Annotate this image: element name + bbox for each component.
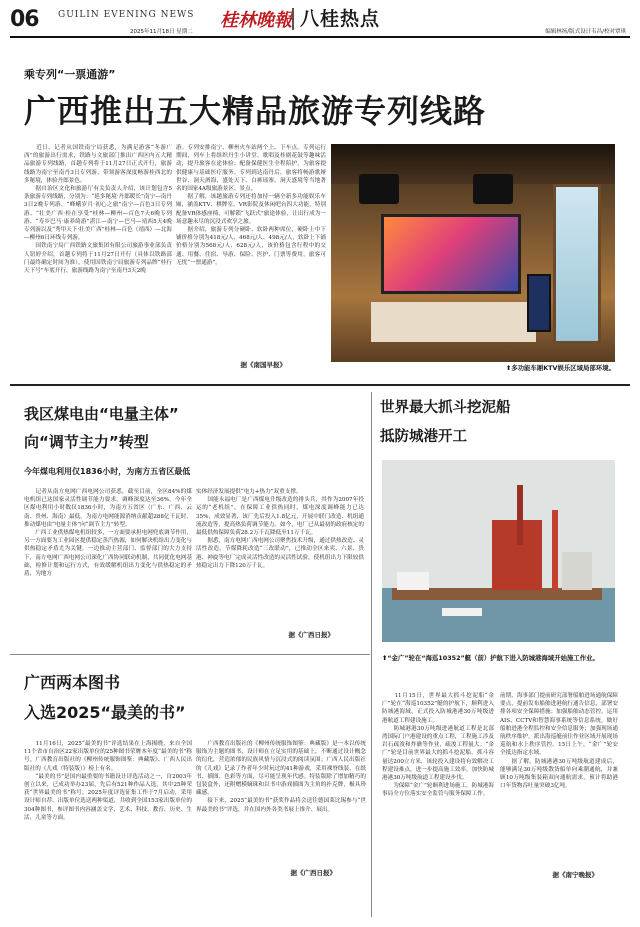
- books-headline-line2: 入选2025“最美的书”: [24, 703, 186, 722]
- ktv-caption: ⬆多功能车厢KTV娱乐区域局部环境。: [505, 364, 615, 372]
- dredger-headline-line1: 世界最大抓斗挖泥船: [380, 400, 511, 416]
- section-separator: [292, 8, 294, 30]
- tourism-col1: 近日，记者从国铁南宁局获悉，为满足游客“冬游广西”的旅游出行需求，铁路与文旅部门推出广西区内五大精品旅游专列线路，首趟专列将于11月27日正式开行，旅游线路为南宁至南丹3日专列游，带领游客深度畅游桂西北的多秘境，体验丹郎景色。 据自治区文化和旅游厅有关负责人介绍，该计划包含5条旅游专列线路，分别为：“延多秘境·丹郎暖长”南宁—南丹3日2晚专列游、“峰峨岁月·初心之旅”南宁—百色3日专列游、“壮美广西·桂在享受”桂林—柳州—百色7天6晚专列游、“寿乡巴马·康养绮游”湛江—南宁—巴马—靖西5天4晚专列游以及“秀甲天下·壮美广西”桂林—百色（靖西）—北海—柳州6日环线专列游。 国铁南宁局广西铁路文旅集团有限公司旅游事业部负责人钮婷介绍，首趟专列将于11月27日开行（具体以铁路部门最终确定时间为准），使用国铁南宁局旅游专列品牌“桂行天下号”车底开行，旅游线路为南宁至南丹3天2晚: [24, 145, 172, 275]
- ktv-speaker-right: [473, 174, 513, 204]
- section-title: 八桂热点: [300, 8, 381, 30]
- dredger-col1: 11月15日，世界最大抓斗挖泥船“金广”轮在“海巡10352”艇的护航下，顺利进入防城港海域，正式投入防城港港30万吨级进港航道工程建设施工。 防城港港30万吨级进港航道工程是北部湾国际门户港建设的重点工程，工程施工涉及岩石疏浚和炸礁等作业，疏浚工程量大。“金广”轮是目前世界最大的抓斗挖泥船，抓斗容量达200立方米，该轮投入建设将有效解决工程建设难点，进一步提高施工效率，加快防城港港30万吨级航道工程建设步伐。 为保障“金广”轮顺利进场施工，防城港海事局全方位落实安全监管与服务保障工作。: [382, 693, 494, 798]
- coal-source: 据《广西日报》: [288, 631, 334, 639]
- divider-vertical: [371, 392, 372, 917]
- tourism-col2: 游。专列安排南宁、柳州火车站两个上、下车点。专列运行期间，列车上将组织丹生小讲堂、歌唱及桂剧花鼓等趣味活动，提升旅客在途体验；配备保健医生全程陪护，为旅客提供健康与基础医疗服务。专列到达南丹后，旅客将畅游歌娅世谷、洞天酒海、盛处天下，白裤瑶寨、洞天盛境等当地著名的国家4A级旅游景区、景点。 据了解，该趟旅游专列还将加持一辆全新多功能娱乐车厢，涵盖KTV、棋牌室、VR影院及休闲吧台四大功能，特别配备VR体感座椅，可解锁“飞跃式”旅途体验，让出行成为一场意趣未尽的沉浸式欢享之旅。 据介绍，旅游专列分硬卧、软卧两种席位，硬卧上中下铺价格分别为418元/人、468元/人、498元/人，软卧上下铺价格分别为568元/人、628元/人，该价格包含行程中的交通、用餐、住宿、导游、保险、医护、门票等费用，旅客可无忧“一票通游”。: [176, 145, 326, 266]
- paper-name: GUILIN EVENING NEWS: [58, 10, 195, 20]
- dredger-caption: ⬆“金广”轮在“海巡10352”艇（前）护航下进入防城港海域开始施工作业。: [382, 654, 599, 662]
- dredger-photo: [382, 460, 615, 642]
- issue-date: 2025年11月18日 星期二: [130, 29, 193, 35]
- books-col2: 广西教育出版社的《柳州传统服饰图鉴：典藏版》是一本以传统服饰为主题的图书，设计师在立足实用的基础上，不断通过设计概念的衍化，营造浓郁的民族风情与沉浸式的阅读氛围；广西人民出版社的《儿戏》记录了作者年少时玩过的41种游戏，采用裸脊线装、在纸书、插图、色彩等方面，尽可能呈现年代感。特装版除了增加精巧的包装盒外，还附赠模嫡珠和以书中游戏插图为主角的扑克牌，极具珍藏感。 接下来，2025“最美的书”获奖作品将会送往德国莱比锡参与“世界最美的书”评选，并在国内外各类书展上推介、展出。: [196, 741, 366, 813]
- tourism-source: 据《南国早报》: [240, 361, 286, 369]
- ktv-speaker-left: [359, 174, 399, 204]
- books-source: 据《广西日报》: [290, 869, 336, 877]
- coal-col1: 记者从南方电网广西电网公司获悉，截至目前，全区84%的煤电机组已达国家灵活性调节能力要求，调峰深度达至36%。今年全区煤电利用小时数仅1836小时，为南方五省区（广东、广西、云南、贵州、海南）最低，为南方电网能源消纳贡献超288亿千瓦时，推动煤电由“电量主体”向“调节主力”转型。 广西工业供热煤电机组较多，一方面要承担电网兜底调节作用，另一方面要为工业园区提供稳定蒸汽热源，如何解决机组出力变化与供热稳定矛盾尤为关键。一边推动主营部门、监督部门的大力支持下，南方电网广西电网公司深化广西协同联动机制，共同优化电网基础，检修计划和运行方式，有效缓解机组出力变化与供热稳定的矛盾，为地方: [24, 489, 192, 578]
- dredger-bow-block: [562, 552, 592, 590]
- tourism-kicker: 乘专列“一票通游”: [24, 68, 116, 81]
- coal-subtitle: 今年煤电利用仅1836小时，为南方五省区最低: [24, 467, 191, 476]
- page-number: 06: [10, 7, 39, 32]
- divider-mid: [10, 384, 630, 386]
- ktv-side-screen: [527, 274, 551, 332]
- editor-credits: 编辑林扬/版式设计韦昌/校对覃琪: [545, 29, 626, 35]
- dredger-tower-left: [517, 485, 523, 545]
- books-col1: 11月16日，2025“最美的书”评选结果在上海揭晓，来自全国11个省市自治区22家出版单位的25种图书荣膺本年度“最美的书”称号。广西教育出版社的《柳州传统服饰图鉴：典藏版》、广西人民出版社的《儿戏（特装版）》榜上有名。 “最美的书”是国内最重要的书籍设计评选活动之一，自2003年创立以来，已成功举办23届，先后有521种作品入选，其中25种荣获“世界最美的书”称号。2025年度评选征集工作于7月启动，采用设计师自荐、出版单位选送两种渠道，共收到全国153家出版单位的304种图书，参评图书内容涵盖文学、艺术、科技、教育、历史、生活、儿童等方面。: [24, 741, 192, 821]
- ktv-car-photo: [331, 144, 615, 362]
- ktv-cabinet: [371, 302, 536, 342]
- masthead-rule: [10, 36, 630, 38]
- ktv-screen: [381, 214, 521, 294]
- dredger-tower-right: [552, 510, 558, 590]
- dredger-headline-line2: 抵防城港开工: [380, 429, 467, 445]
- books-headline-line1: 广西两本图书: [24, 673, 121, 692]
- dredger-col2: 前期，海事部门提前研究部署船舶进场通航保障要点，提前发布船舶进港航行通告信息，部署安排各项安全保障措施；加强船舶动态管控，运用AIS、CCTV和智慧海事系统等信息系统，做好船舶进港全程监控和安全信息服务；加强现场通航秩序维护，派出海巡艇前往作业区域开展现场巡航和水上秩序管控。15日上午，“金广”轮安全抵达指定水域。 据了解，防城港港30万吨级航道建成后，能够满足30万吨级散货船单向乘潮通航，并兼顾10万吨级集装箱双向通航需求，预计将助港口年货物吞吐量突破3亿吨。: [500, 693, 618, 790]
- dredger-deckhouse: [397, 572, 429, 590]
- divider-left-lower: [10, 654, 370, 655]
- coal-col2: 实体经济发展提供“电力+热力”双重支撑。 国能永福电厂是广西煤电升级改造的排头兵，其作为2007年投运的“老机组”，在保障工业供热同时，煤电深度调峰能力已达35%，成效显著，该厂先后投入1.8亿元，开展中联门改造、机组通流改造等，提高热负荷调节能力。如今，电厂已从最初的政府核定的最低供热保障负荷28.2万千瓦降低至11万千瓦。 据悉，南方电网广西电网公司聚焦技术升级，通过供热改造、灵活性改造、节煤降耗改造“三改联动”，已推动全区来宾、六景、贵港、神旋等电厂完成灵活性改造的灵活性试验，使机组出力下限较供热稳定出力下降120万千瓦。: [196, 489, 364, 569]
- ktv-window: [553, 184, 601, 344]
- tourism-headline: 广西推出五大精品旅游专列线路: [24, 92, 487, 130]
- patrol-boat: [442, 608, 482, 616]
- coal-headline-line1: 我区煤电由“电量主体”: [24, 405, 179, 423]
- dredger-source: 据《南宁晚报》: [552, 871, 598, 879]
- coal-headline-line2: 向“调节主力”转型: [24, 433, 149, 451]
- brand-logo: 桂林晚報: [220, 10, 292, 31]
